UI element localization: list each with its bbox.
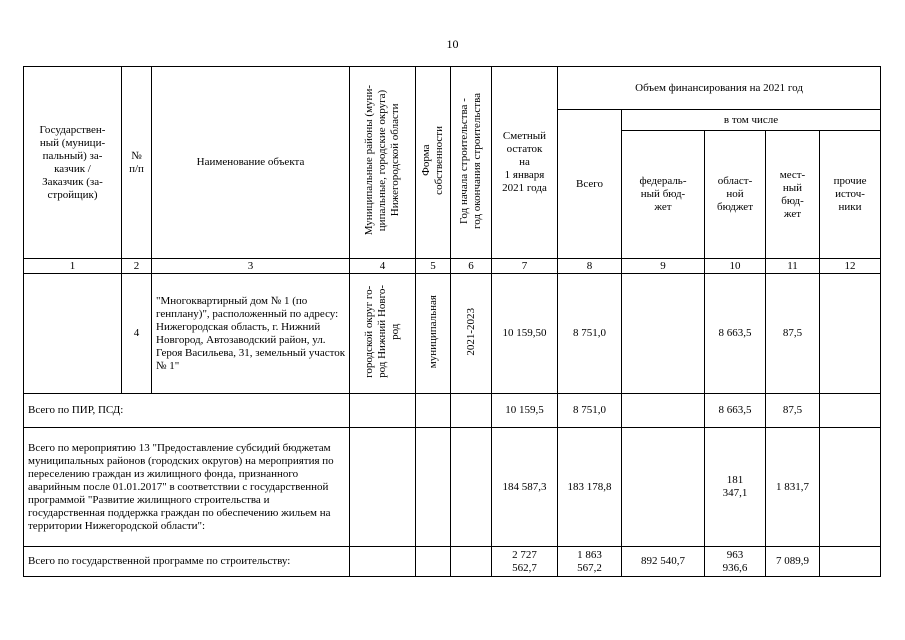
summary-other: [820, 547, 881, 577]
object-estimate: 10 159,50: [492, 274, 558, 394]
object-federal: [622, 274, 705, 394]
column-number: 11: [766, 259, 820, 274]
object-municipal: городской округ го- род Нижний Новго- род: [363, 285, 401, 378]
header-municipal: Муниципальные районы (муни- ципальные, городские округа) Нижегородской области: [363, 85, 401, 236]
column-number: 8: [558, 259, 622, 274]
object-other: [820, 274, 881, 394]
summary-other: [820, 428, 881, 547]
header-ownership: Форма собственности: [420, 126, 445, 195]
empty-cell: [451, 547, 492, 577]
summary-other: [820, 394, 881, 428]
financing-table: [23, 66, 881, 577]
empty-cell: [451, 428, 492, 547]
header-local: мест- ный бюд- жет: [766, 131, 820, 259]
summary-label: Всего по ПИР, ПСД:: [24, 394, 350, 428]
object-number: 4: [122, 274, 152, 394]
header-years: Год начала строительства - год окончания строительства: [458, 92, 483, 229]
header-total: Всего: [558, 110, 622, 259]
header-municipal-cell: [350, 67, 416, 259]
object-regional: 8 663,5: [705, 274, 766, 394]
page-number: 10: [446, 37, 459, 51]
summary-estimate: 184 587,3: [492, 428, 558, 547]
summary-row-program: [24, 547, 881, 577]
header-ownership-cell: [416, 67, 451, 259]
column-numbers-row: [24, 259, 881, 274]
column-number: 6: [451, 259, 492, 274]
header-including: в том числе: [622, 110, 881, 131]
empty-cell: [416, 394, 451, 428]
summary-total: 183 178,8: [558, 428, 622, 547]
object-name: "Многоквартирный дом № 1 (по генплану)", расположенный по адресу: Нижегородская область, г. Нижний Новгород, Автозаводский район, ул. Героя Васильева, 31, земельный участок № 1": [152, 274, 350, 394]
empty-cell: [416, 428, 451, 547]
object-years-cell: [451, 274, 492, 394]
header-estimate: Сметный остаток на 1 января 2021 года: [492, 67, 558, 259]
summary-federal: [622, 394, 705, 428]
empty-cell: [350, 547, 416, 577]
column-number: 10: [705, 259, 766, 274]
summary-label: Всего по государственной программе по строительству:: [24, 547, 350, 577]
column-number: 12: [820, 259, 881, 274]
header-no: № п/п: [122, 67, 152, 259]
object-ownership: муниципальная: [426, 294, 439, 369]
header-row-1: [24, 67, 881, 110]
header-federal: федераль- ный бюд- жет: [622, 131, 705, 259]
header-customer: Государствен- ный (муници- пальный) за- казчик / Заказчик (за- стройщик): [24, 67, 122, 259]
summary-regional: 963 936,6: [705, 547, 766, 577]
summary-federal: 892 540,7: [622, 547, 705, 577]
summary-estimate: 2 727 562,7: [492, 547, 558, 577]
empty-cell: [451, 394, 492, 428]
summary-row-measure-13: [24, 428, 881, 547]
column-number: 9: [622, 259, 705, 274]
object-row: [24, 274, 881, 394]
column-number: 3: [152, 259, 350, 274]
empty-cell: [350, 428, 416, 547]
summary-total: 1 863 567,2: [558, 547, 622, 577]
summary-total: 8 751,0: [558, 394, 622, 428]
header-other: прочие источ- ники: [820, 131, 881, 259]
empty-cell: [350, 394, 416, 428]
header-funding-2021: Объем финансирования на 2021 год: [558, 67, 881, 110]
column-number: 7: [492, 259, 558, 274]
summary-label: Всего по мероприятию 13 "Предоставление субсидий бюджетам муниципальных районов (городских округов) на мероприятия по переселению граждан из жилищного фонда, признанного аварийным после 01.01.2017" в соответствии с государственной программой "Развитие жилищного строительства и государственная поддержка граждан по обеспечению жильем на территории Нижегородской области":: [24, 428, 350, 547]
summary-regional: 181 347,1: [705, 428, 766, 547]
column-number: 2: [122, 259, 152, 274]
column-number: 4: [350, 259, 416, 274]
summary-estimate: 10 159,5: [492, 394, 558, 428]
header-object-name: Наименование объекта: [152, 67, 350, 259]
summary-row-pir: [24, 394, 881, 428]
column-number: 5: [416, 259, 451, 274]
column-number: 1: [24, 259, 122, 274]
summary-regional: 8 663,5: [705, 394, 766, 428]
header-regional: област- ной бюджет: [705, 131, 766, 259]
object-total: 8 751,0: [558, 274, 622, 394]
summary-local: 1 831,7: [766, 428, 820, 547]
object-customer: [24, 274, 122, 394]
object-years: 2021-2023: [464, 307, 477, 356]
summary-local: 7 089,9: [766, 547, 820, 577]
empty-cell: [416, 547, 451, 577]
object-municipal-cell: [350, 274, 416, 394]
header-years-cell: [451, 67, 492, 259]
object-ownership-cell: [416, 274, 451, 394]
summary-federal: [622, 428, 705, 547]
summary-local: 87,5: [766, 394, 820, 428]
object-local: 87,5: [766, 274, 820, 394]
